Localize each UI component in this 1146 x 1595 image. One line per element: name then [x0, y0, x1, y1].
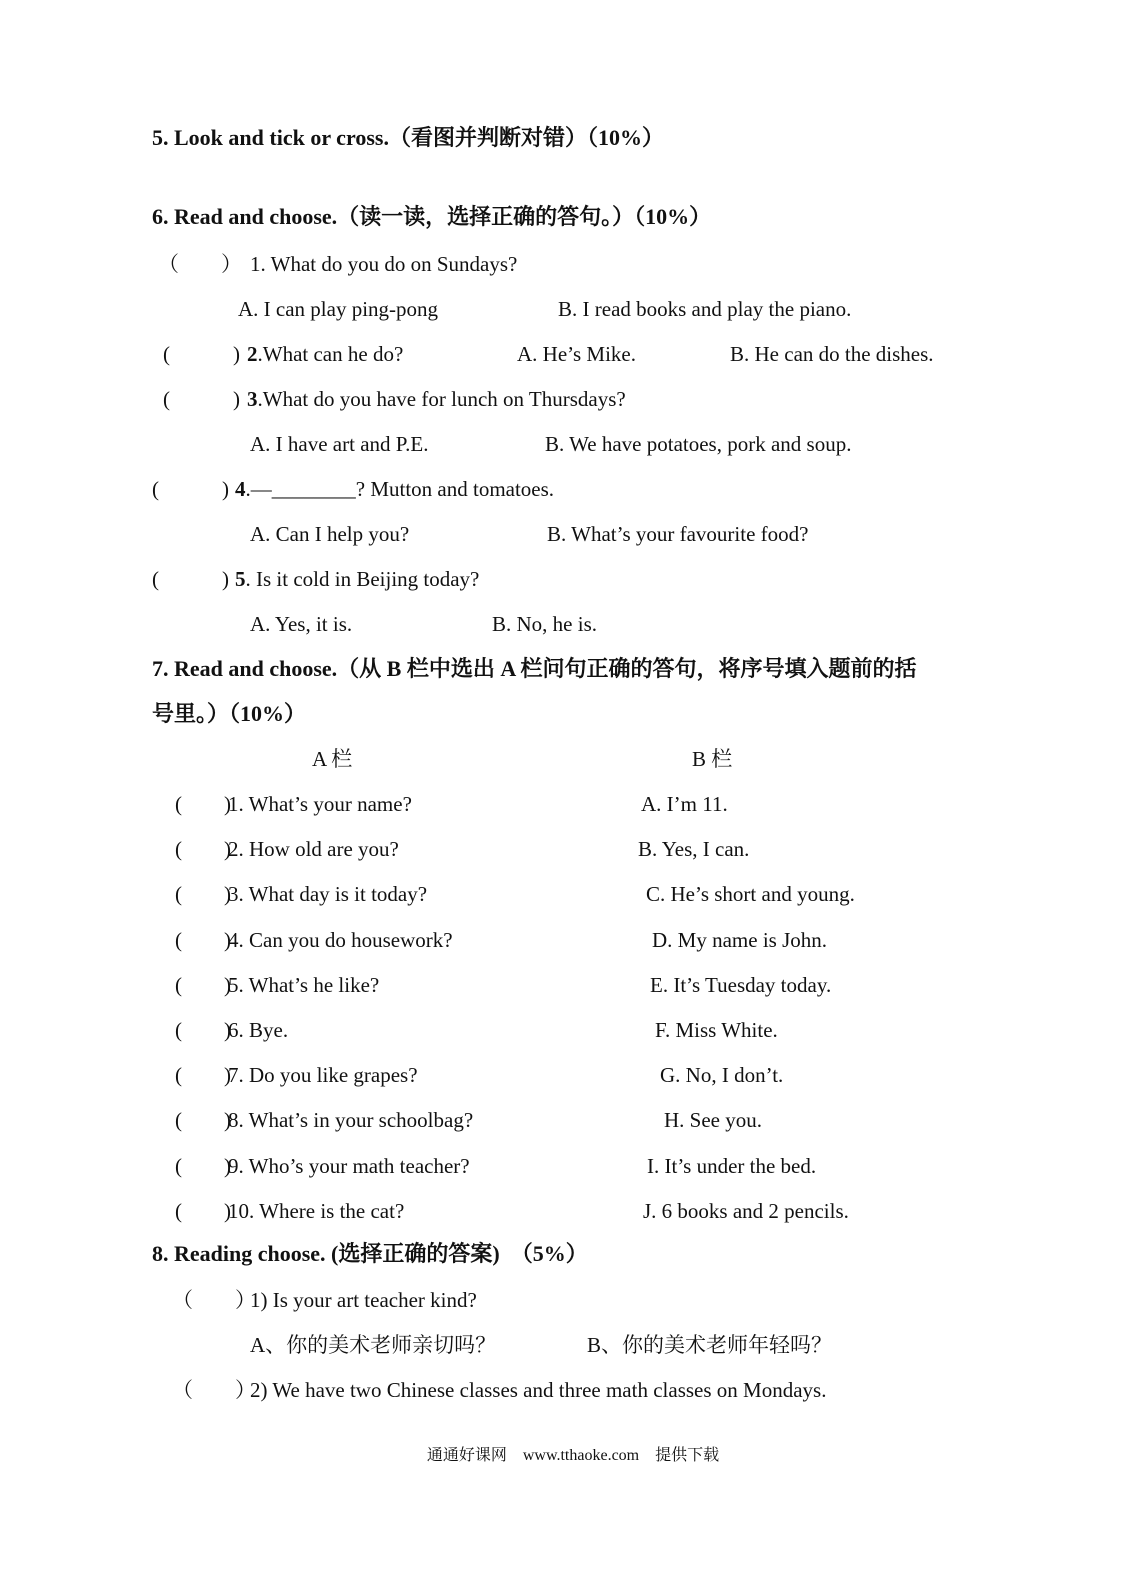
match-answer: E. It’s Tuesday today. [650, 972, 832, 997]
option-b: B. What’s your favourite food? [547, 522, 809, 546]
question-line [235, 565, 479, 593]
option-b: B. We have potatoes, pork and soup. [545, 432, 852, 456]
question-text: 2) We have two Chinese classes and three math classes on Mondays. [250, 1378, 827, 1402]
match-answer: F. Miss White. [655, 1018, 778, 1042]
answer-blank[interactable]: ( ) [175, 1108, 231, 1133]
question-line [247, 340, 403, 368]
match-question: 10. Where is the cat? [228, 1198, 405, 1223]
answer-blank[interactable]: （ ） [158, 252, 242, 276]
column-b-header: B 栏 [692, 747, 733, 771]
question-line [235, 475, 554, 503]
question-number: 5 [235, 567, 246, 591]
match-question: 1. What’s your name? [228, 792, 412, 816]
option-b: B. No, he is. [492, 612, 597, 636]
match-answer: B. Yes, I can. [638, 837, 750, 862]
question-number: 3 [247, 387, 258, 411]
answer-blank[interactable]: ( ) [163, 342, 240, 366]
match-answer: I. It’s under the bed. [647, 1153, 817, 1178]
answer-blank[interactable]: ( ) [175, 1063, 231, 1088]
answer-blank[interactable]: ( ) [175, 882, 231, 907]
match-question: 8. What’s in your schoolbag? [228, 1108, 474, 1133]
match-answer: H. See you. [664, 1108, 762, 1133]
section-8-title: 8. Reading choose. (选择正确的答案) （5%） [152, 1241, 588, 1266]
page-footer: 通通好课网 www.tthaoke.com 提供下载 [426, 1447, 720, 1464]
question-text: 1. What do you do on Sundays? [250, 252, 518, 276]
match-answer: J. 6 books and 2 pencils. [643, 1198, 849, 1223]
match-answer: C. He’s short and young. [646, 882, 855, 907]
option-a: A. Yes, it is. [250, 612, 353, 636]
match-question: 5. What’s he like? [228, 972, 380, 997]
option-b: B、你的美术老师年轻吗？ [587, 1333, 833, 1357]
match-question: 6. Bye. [228, 1018, 289, 1042]
match-question: 4. Can you do housework? [228, 927, 453, 952]
answer-blank[interactable]: ( ) [175, 972, 231, 997]
question-text: . Is it cold in Beijing today? [245, 567, 480, 591]
option-a: A. I have art and P.E. [250, 432, 429, 456]
section-7-title: 7. Read and choose.（从 B 栏中选出 A 栏问句正确的答句，将序号填入题前的括 [152, 656, 917, 681]
match-question: 9. Who’s your math teacher? [228, 1153, 470, 1178]
question-number: 2 [247, 342, 258, 366]
answer-blank[interactable]: ( ) [163, 387, 240, 411]
option-a: A. I can play ping-pong [238, 297, 439, 321]
option-b: B. I read books and play the piano. [558, 297, 852, 321]
column-a-header: A 栏 [312, 747, 353, 771]
match-answer: D. My name is John. [652, 927, 827, 952]
match-question: 7. Do you like grapes? [228, 1063, 418, 1088]
option-a: A. He’s Mike. [517, 342, 636, 366]
answer-blank[interactable]: ( ) [175, 1018, 231, 1042]
answer-blank[interactable]: ( ) [175, 792, 231, 816]
section-6-title: 6. Read and choose.（读一读，选择正确的答句。）（10%） [152, 204, 712, 229]
question-number: 4 [235, 477, 246, 501]
answer-blank[interactable]: （ ） [172, 1288, 256, 1312]
answer-blank[interactable]: （ ） [172, 1378, 256, 1402]
section-5-title: 5. Look and tick or cross.（看图并判断对错）（10%） [152, 125, 664, 150]
question-text: .What can he do? [257, 342, 404, 366]
answer-blank[interactable]: ( ) [152, 567, 229, 591]
answer-blank[interactable]: ( ) [175, 927, 231, 952]
answer-blank[interactable]: ( ) [175, 837, 231, 862]
match-answer: G. No, I don’t. [660, 1063, 784, 1088]
match-question: 3. What day is it today? [228, 882, 428, 907]
match-answer: A. I’m 11. [641, 792, 728, 816]
question-text: .—________? Mutton and tomatoes. [245, 477, 555, 501]
answer-blank[interactable]: ( ) [175, 1198, 231, 1223]
question-line [247, 385, 626, 413]
answer-blank[interactable]: ( ) [152, 477, 229, 501]
section-7-title-cont: 号里。）（10%） [152, 701, 307, 726]
option-a: A、你的美术老师亲切吗？ [250, 1333, 497, 1357]
question-text: .What do you have for lunch on Thursdays? [257, 387, 626, 411]
question-text: 1) Is your art teacher kind? [250, 1288, 477, 1312]
option-a: A. Can I help you? [250, 522, 410, 546]
option-b: B. He can do the dishes. [730, 342, 934, 366]
answer-blank[interactable]: ( ) [175, 1153, 231, 1178]
match-question: 2. How old are you? [228, 837, 399, 862]
